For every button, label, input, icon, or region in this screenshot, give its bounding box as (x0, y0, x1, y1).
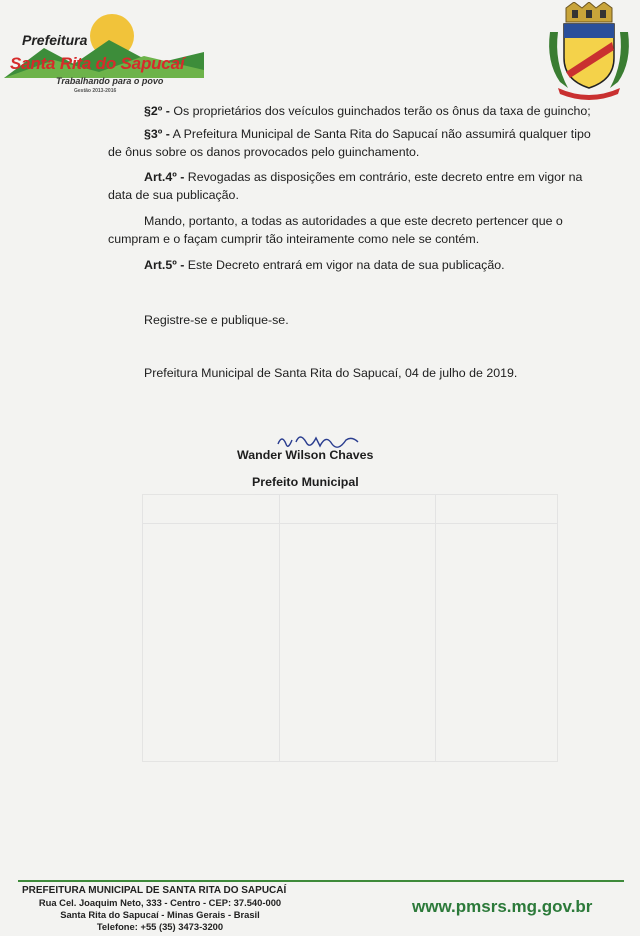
paragraph-2: §2º - Os proprietários dos veículos guinchados terão os ônus da taxa de guincho; (144, 104, 591, 118)
footer-phone: Telefone: +55 (35) 3473-3200 (96, 921, 224, 932)
footer-address-2: Santa Rita do Sapucaí - Minas Gerais - Brasil (60, 909, 260, 920)
logo-prefeitura-text: Prefeitura (22, 32, 88, 48)
prefeitura-logo (4, 14, 214, 94)
article-4: Art.4º - Revogadas as disposições em contrário, este decreto entre em vigor na data de sua publicação. (108, 170, 583, 202)
footer-org: PREFEITURA MUNICIPAL DE SANTA RITA DO SAPUCAÍ (22, 885, 287, 896)
footer-divider (18, 880, 624, 882)
place-date-line: Prefeitura Municipal de Santa Rita do Sapucaí, 04 de julho de 2019. (144, 366, 518, 380)
mando-paragraph: Mando, portanto, a todas as autoridades a que este decreto pertencer que o cumpram e o façam cumprir tão inteiramente como nele se contém. (108, 214, 563, 246)
footer-website-link[interactable]: www.pmsrs.mg.gov.br (412, 897, 593, 916)
signer-name: Wander Wilson Chaves (237, 448, 374, 462)
show-through-table (142, 494, 558, 762)
coat-of-arms-icon (544, 2, 634, 104)
logo-gestao: Gestão 2013-2016 (74, 88, 117, 94)
footer-address-1: Rua Cel. Joaquim Neto, 333 - Centro - CEP: 37.540-000 (38, 897, 282, 908)
logo-slogan: Trabalhando para o povo (56, 76, 164, 86)
logo-city-name: Santa Rita do Sapucaí (10, 54, 185, 73)
article-5: Art.5º - Este Decreto entrará em vigor na data de sua publicação. (144, 258, 505, 272)
signer-role: Prefeito Municipal (252, 475, 359, 489)
paragraph-3: §3º - A Prefeitura Municipal de Santa Rita do Sapucaí não assumirá qualquer tipo de ônus sobre os danos provocados pelo guinchamento. (108, 127, 591, 159)
registre-line: Registre-se e publique-se. (144, 313, 289, 327)
